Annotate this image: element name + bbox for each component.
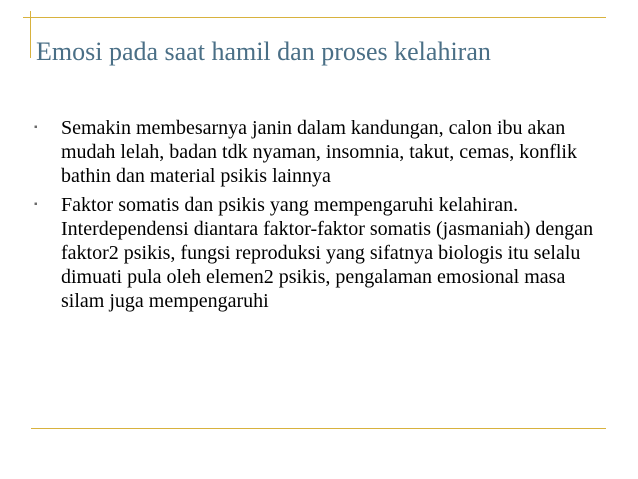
bullet-item	[34, 116, 606, 188]
left-accent-rule	[30, 11, 31, 58]
bottom-accent-rule	[31, 428, 606, 429]
square-bullet-icon: ▪	[34, 199, 38, 210]
top-accent-rule	[23, 17, 606, 18]
bullet-item	[34, 193, 606, 313]
square-bullet-icon: ▪	[34, 122, 38, 133]
slide-title: Emosi pada saat hamil dan proses kelahiran	[36, 37, 491, 66]
bullet-list	[34, 116, 606, 318]
bullet-text: Semakin membesarnya janin dalam kandungan, calon ibu akan mudah lelah, badan tdk nyaman, insomnia, takut, cemas, konflik bathin dan material psikis lainnya	[61, 117, 577, 187]
bullet-text: Faktor somatis dan psikis yang mempengaruhi kelahiran. Interdependensi diantara faktor-faktor somatis (jasmaniah) dengan faktor2 psikis, fungsi reproduksi yang sifatnya biologis itu selalu dimuati pula oleh elemen2 psikis, pengalaman emosional masa silam juga mempengaruhi	[61, 194, 594, 312]
